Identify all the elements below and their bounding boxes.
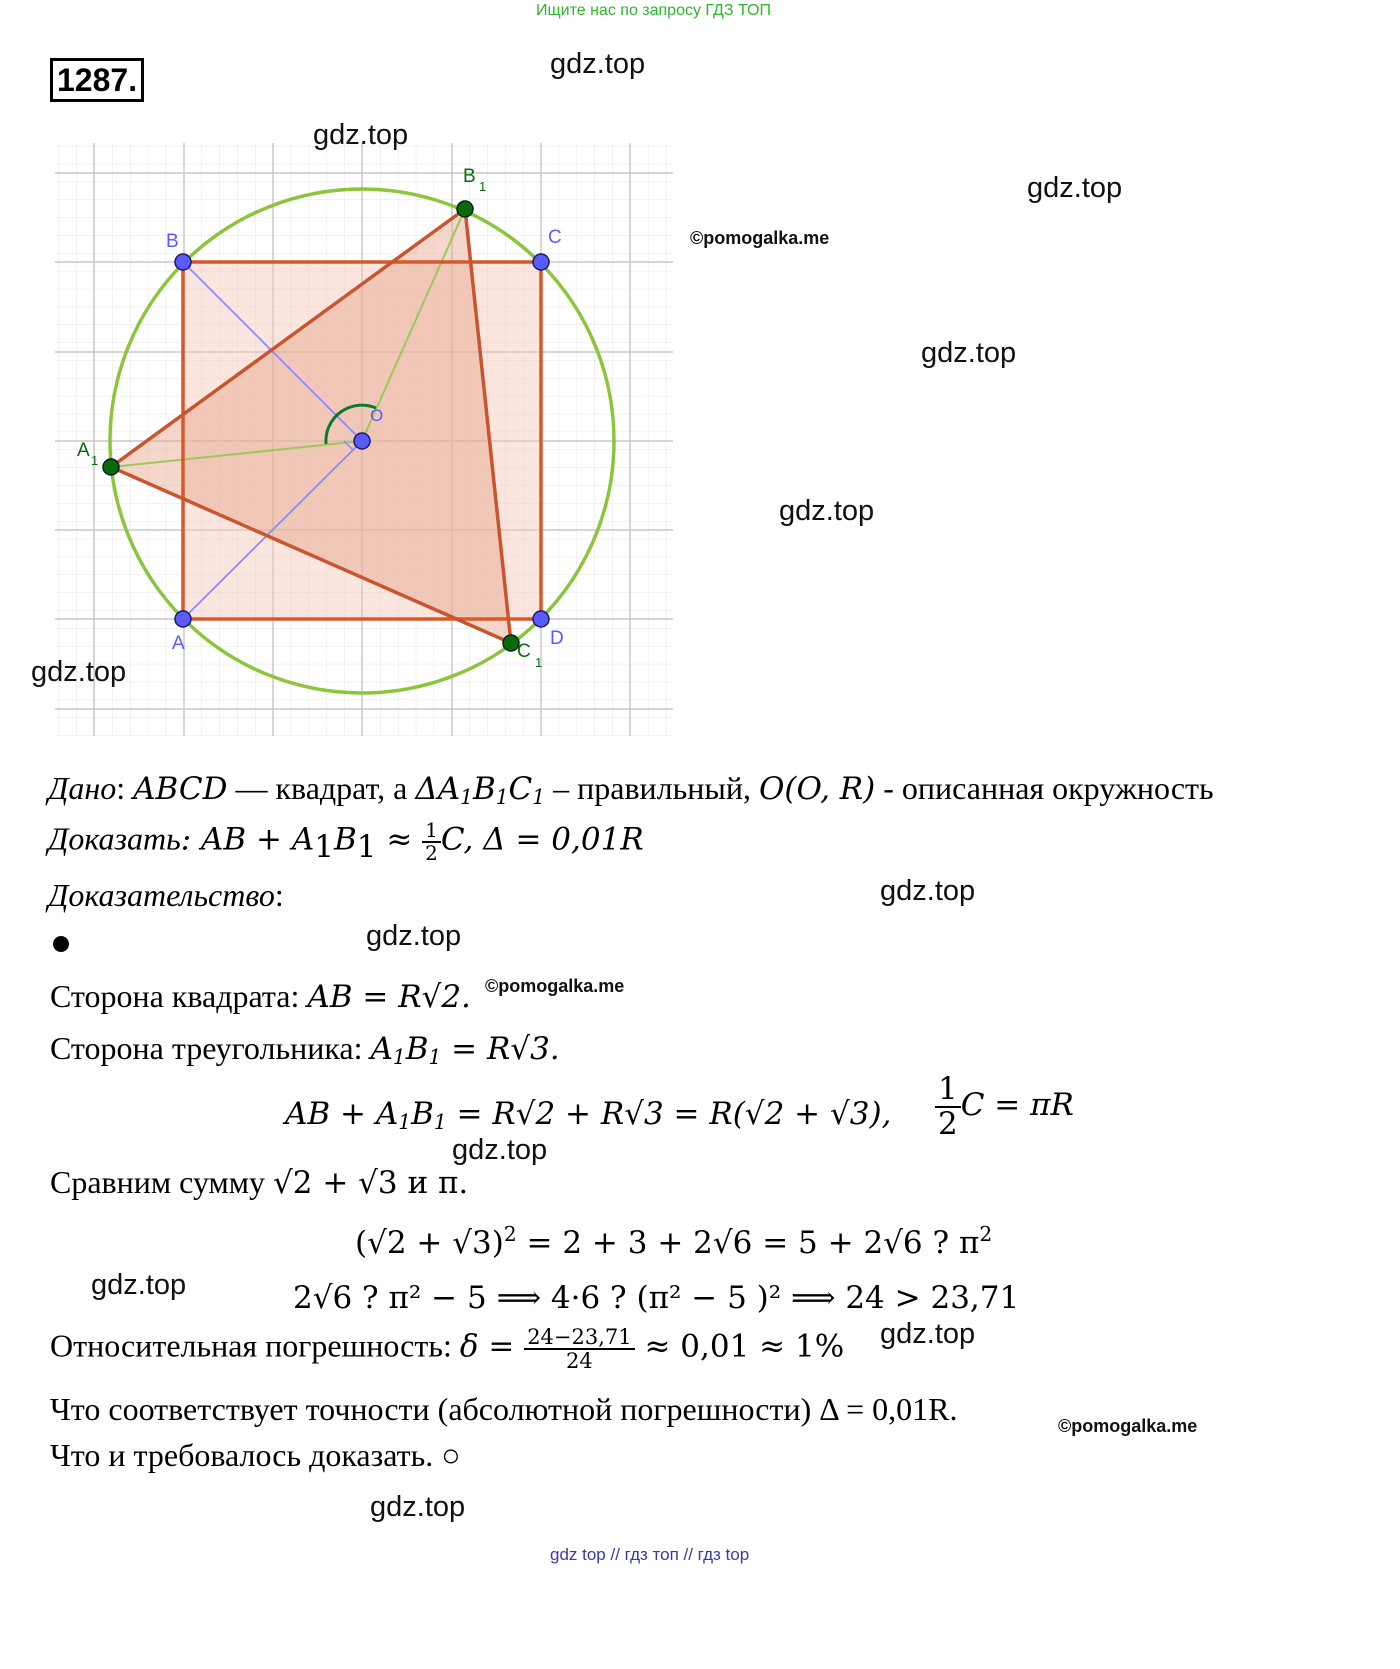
watermark: gdz.top bbox=[880, 1318, 976, 1350]
numerator: 1 bbox=[935, 1073, 961, 1108]
sub: 1 bbox=[356, 829, 377, 866]
triangle-side-expr: = R√3. bbox=[451, 1031, 560, 1067]
point-b1 bbox=[457, 201, 473, 217]
compare-expr: √2 + √3 и π. bbox=[273, 1165, 469, 1201]
sum-expr: = R√2 + R√3 = R(√2 + √3), bbox=[456, 1096, 892, 1132]
square-side-line bbox=[50, 978, 471, 1015]
watermark: gdz.top bbox=[91, 1269, 187, 1301]
denominator: 2 bbox=[938, 1105, 958, 1142]
point-a bbox=[175, 611, 191, 627]
inequality-line: 2√6 ? π² − 5 ⟹ 4·6 ? (π² − 5 )² ⟹ 24 > 23,71 bbox=[293, 1280, 1020, 1316]
delta: δ = bbox=[459, 1328, 525, 1365]
square-expr: = 2 + 3 + 2√6 = 5 + 2√6 ? π bbox=[526, 1225, 980, 1262]
point-o bbox=[354, 433, 370, 449]
point-d bbox=[533, 611, 549, 627]
given-desc: - описанная окружность bbox=[875, 770, 1214, 806]
triangle-side-label: Сторона треугольника: bbox=[50, 1030, 371, 1066]
square-side-label: Сторона квадрата: bbox=[50, 978, 308, 1014]
sub: 1 bbox=[392, 1045, 406, 1070]
square-expression: $(√2 + √3)^2 = 2 + 3 + 2√6 = 5 + 2√6$ ? $\pi^2$ bbox=[355, 1222, 993, 1262]
sub: 1 bbox=[428, 1045, 442, 1070]
relative-error-tail: ≈ 0,01 ≈ 1% bbox=[634, 1328, 845, 1365]
superscript: 2 bbox=[979, 1222, 993, 1246]
label-c1: C bbox=[517, 641, 531, 662]
sum-a1: A bbox=[375, 1096, 399, 1132]
sub: 1 bbox=[433, 1110, 447, 1135]
label-b: B bbox=[166, 231, 179, 252]
sub: 1 bbox=[460, 785, 473, 810]
watermark: gdz.top bbox=[313, 119, 409, 151]
given-line bbox=[48, 770, 1214, 809]
prove-approx: ≈ bbox=[376, 821, 423, 858]
copyright-watermark: ©pomogalka.me bbox=[485, 976, 625, 996]
superscript: 2 bbox=[503, 1222, 517, 1246]
sum-b: B bbox=[307, 1096, 331, 1132]
proof-label: Доказательство bbox=[48, 877, 275, 913]
sum-a: A bbox=[285, 1096, 308, 1132]
square-side-expr: AB = R√2. bbox=[307, 979, 471, 1015]
colon: : bbox=[274, 877, 284, 913]
copyright-watermark: ©pomogalka.me bbox=[690, 228, 830, 248]
numerator: 1 bbox=[422, 820, 441, 843]
point-a1 bbox=[103, 459, 119, 475]
half-c-expr bbox=[935, 1073, 1074, 1140]
watermark: gdz.top bbox=[1027, 172, 1123, 204]
geometry-figure bbox=[0, 0, 700, 745]
label-a: A bbox=[172, 633, 185, 654]
given-tri-c: C bbox=[508, 771, 533, 807]
label-d: D bbox=[550, 628, 564, 649]
watermark: gdz.top bbox=[31, 656, 127, 688]
given-abcd: ABCD bbox=[133, 771, 228, 807]
copyright-watermark: ©pomogalka.me bbox=[1058, 1416, 1198, 1436]
given-colon: : bbox=[116, 770, 134, 806]
fraction-half bbox=[422, 820, 441, 864]
label-b1-sub: 1 bbox=[479, 179, 487, 194]
watermark: gdz.top bbox=[880, 875, 976, 907]
top-banner-link[interactable]: Ищите нас по запросу ГДЗ ТОП bbox=[536, 2, 771, 19]
compare-label: Сравним сумму bbox=[50, 1164, 274, 1200]
watermark: gdz.top bbox=[370, 1491, 466, 1523]
fraction-half bbox=[935, 1073, 961, 1140]
problem-number: 1287. bbox=[50, 58, 144, 102]
given-circle: O(O, R) bbox=[758, 771, 876, 807]
qed-line: Что и требовалось доказать. ○ bbox=[50, 1437, 461, 1473]
watermark: gdz.top bbox=[366, 920, 462, 952]
footer-links[interactable]: gdz top // гдз топ // гдз top bbox=[550, 1545, 750, 1564]
label-c1-sub: 1 bbox=[535, 655, 543, 670]
given-tri-b: B bbox=[472, 771, 496, 807]
prove-expr-b: B bbox=[333, 821, 357, 858]
given-triangle: ΔA bbox=[415, 771, 461, 807]
sub: 1 bbox=[314, 829, 334, 866]
sum-line: AB + $A_1B_1 = R√2 + R√3 = R(√2 + √3)$, bbox=[285, 1096, 892, 1135]
prove-label: Доказать bbox=[48, 820, 181, 857]
given-label: Дано bbox=[48, 770, 117, 806]
absolute-error-line: Что соответствует точности (абсолютной погрешности) Δ = 0,01R. bbox=[50, 1391, 958, 1427]
sub: 1 bbox=[495, 785, 509, 810]
prove-expr: : AB + A bbox=[180, 821, 315, 858]
half-c: C = πR bbox=[960, 1087, 1074, 1124]
point-b bbox=[175, 254, 191, 270]
prove-line bbox=[48, 820, 644, 865]
prove-c: C, Δ = 0,01R bbox=[440, 821, 644, 858]
tri-a: A bbox=[370, 1031, 393, 1067]
label-b1: B bbox=[463, 166, 476, 187]
relative-error-line bbox=[50, 1326, 844, 1372]
point-c bbox=[533, 254, 549, 270]
compare-line bbox=[50, 1164, 468, 1201]
relative-error-label: Относительная погрешность: bbox=[50, 1327, 460, 1364]
triangle-side-line bbox=[50, 1030, 560, 1069]
sub: 1 bbox=[398, 1110, 412, 1135]
label-c: C bbox=[548, 227, 562, 248]
given-dash: — квадрат, а bbox=[227, 770, 416, 806]
proof-label-line bbox=[48, 877, 284, 914]
label-a1-sub: 1 bbox=[91, 453, 99, 468]
tri-b: B bbox=[405, 1031, 429, 1067]
numerator: 24−23,71 bbox=[524, 1326, 634, 1350]
bullet bbox=[53, 936, 69, 952]
watermark: gdz.top bbox=[921, 337, 1017, 369]
denominator: 24 bbox=[566, 1349, 593, 1374]
sub: 1 bbox=[532, 785, 546, 810]
watermark: gdz.top bbox=[779, 495, 875, 527]
watermark: gdz.top bbox=[452, 1134, 548, 1166]
label-a1: A bbox=[77, 440, 90, 461]
label-o: O bbox=[370, 406, 384, 425]
denominator: 2 bbox=[425, 841, 438, 865]
watermark: gdz.top bbox=[550, 48, 646, 80]
given-regular: – правильный, bbox=[545, 770, 759, 806]
sum-b1: B bbox=[411, 1096, 434, 1132]
relative-error-fraction bbox=[524, 1326, 634, 1372]
